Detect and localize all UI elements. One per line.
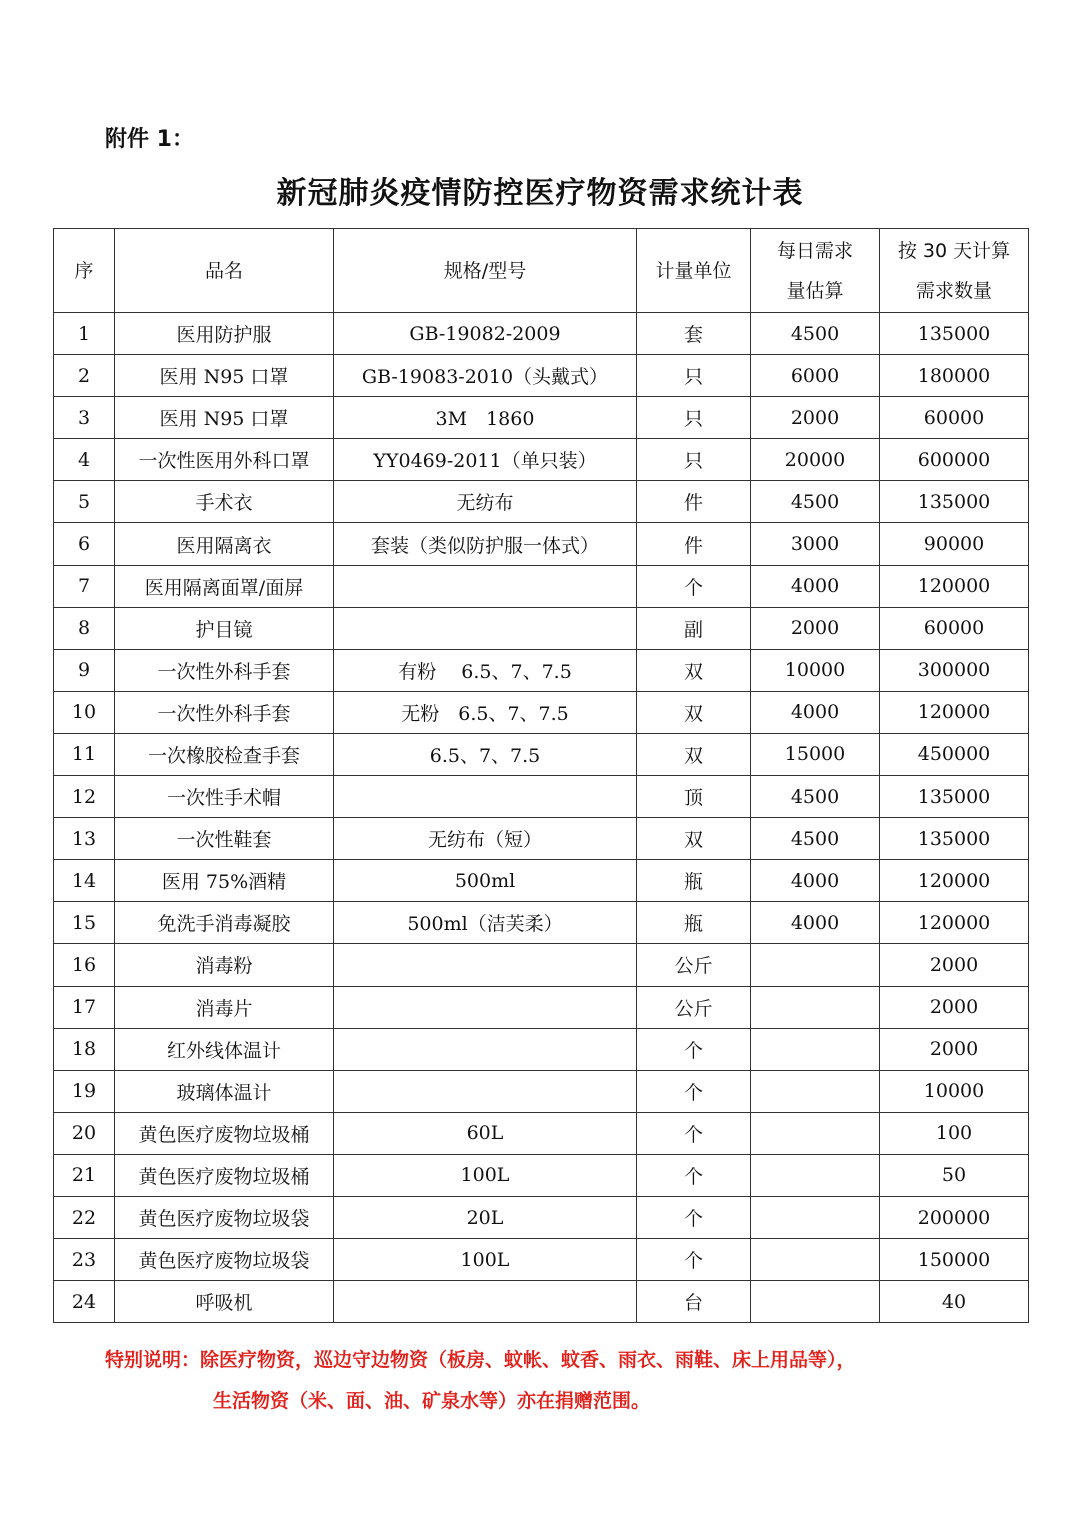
header-row	[54, 229, 1029, 313]
cell-daily-demand: 6000	[751, 355, 880, 397]
cell-daily-demand: 4500	[751, 776, 880, 818]
page-title: 新冠肺炎疫情防控医疗物资需求统计表	[276, 176, 804, 211]
cell-index: 22	[54, 1196, 115, 1238]
cell-spec-model	[334, 1281, 637, 1323]
cell-item-name: 黄色医疗废物垃圾袋	[115, 1196, 334, 1238]
cell-index: 5	[54, 481, 115, 523]
cell-thirty-day-demand: 120000	[880, 860, 1029, 902]
cell-spec-model: GB-19082-2009	[334, 313, 637, 355]
cell-spec-model: 100L	[334, 1154, 637, 1196]
cell-thirty-day-demand: 450000	[880, 733, 1029, 775]
cell-item-name: 黄色医疗废物垃圾桶	[115, 1154, 334, 1196]
cell-unit: 双	[637, 818, 751, 860]
cell-index: 24	[54, 1281, 115, 1323]
cell-daily-demand: 4000	[751, 860, 880, 902]
cell-spec-model: 有粉 6.5、7、7.5	[334, 649, 637, 691]
cell-thirty-day-demand: 135000	[880, 818, 1029, 860]
cell-spec-model: 100L	[334, 1239, 637, 1281]
cell-spec-model: 套装（类似防护服一体式）	[334, 523, 637, 565]
cell-index: 10	[54, 691, 115, 733]
cell-spec-model: 60L	[334, 1112, 637, 1154]
cell-daily-demand: 2000	[751, 397, 880, 439]
cell-unit: 件	[637, 523, 751, 565]
cell-index: 21	[54, 1154, 115, 1196]
table-row	[54, 986, 1029, 1028]
cell-unit: 个	[637, 1154, 751, 1196]
cell-unit: 瓶	[637, 902, 751, 944]
cell-daily-demand	[751, 1028, 880, 1070]
cell-unit: 个	[637, 1028, 751, 1070]
cell-daily-demand: 2000	[751, 607, 880, 649]
cell-thirty-day-demand: 60000	[880, 397, 1029, 439]
cell-spec-model	[334, 1070, 637, 1112]
header-index: 序	[54, 229, 115, 313]
table-row	[54, 1196, 1029, 1238]
cell-item-name: 玻璃体温计	[115, 1070, 334, 1112]
cell-unit: 只	[637, 355, 751, 397]
cell-item-name: 呼吸机	[115, 1281, 334, 1323]
cell-thirty-day-demand: 40	[880, 1281, 1029, 1323]
cell-thirty-day-demand: 135000	[880, 481, 1029, 523]
cell-unit: 公斤	[637, 986, 751, 1028]
header-daily-demand: 每日需求 量估算	[751, 229, 880, 313]
cell-thirty-day-demand: 200000	[880, 1196, 1029, 1238]
cell-daily-demand	[751, 986, 880, 1028]
header-thirty-day-demand: 按 30 天计算 需求数量	[880, 229, 1029, 313]
cell-item-name: 医用 N95 口罩	[115, 355, 334, 397]
header-spec-model: 规格/型号	[334, 229, 637, 313]
header-unit: 计量单位	[637, 229, 751, 313]
cell-spec-model	[334, 776, 637, 818]
cell-index: 2	[54, 355, 115, 397]
cell-unit: 台	[637, 1281, 751, 1323]
cell-unit: 双	[637, 691, 751, 733]
cell-unit: 件	[637, 481, 751, 523]
cell-spec-model: 3M 1860	[334, 397, 637, 439]
cell-spec-model	[334, 565, 637, 607]
table-row	[54, 1070, 1029, 1112]
cell-index: 9	[54, 649, 115, 691]
table-row	[54, 397, 1029, 439]
cell-index: 14	[54, 860, 115, 902]
cell-thirty-day-demand: 100	[880, 1112, 1029, 1154]
cell-spec-model: GB-19083-2010（头戴式）	[334, 355, 637, 397]
cell-thirty-day-demand: 135000	[880, 776, 1029, 818]
cell-item-name: 一次性鞋套	[115, 818, 334, 860]
cell-daily-demand: 4500	[751, 481, 880, 523]
cell-thirty-day-demand: 2000	[880, 1028, 1029, 1070]
cell-spec-model: 500ml	[334, 860, 637, 902]
cell-daily-demand	[751, 1281, 880, 1323]
cell-index: 3	[54, 397, 115, 439]
cell-thirty-day-demand: 120000	[880, 565, 1029, 607]
demand-table	[53, 228, 1029, 1323]
cell-index: 11	[54, 733, 115, 775]
cell-daily-demand	[751, 944, 880, 986]
cell-spec-model: 无纺布（短）	[334, 818, 637, 860]
table-row	[54, 733, 1029, 775]
cell-item-name: 免洗手消毒凝胶	[115, 902, 334, 944]
table-row	[54, 1239, 1029, 1281]
cell-daily-demand	[751, 1239, 880, 1281]
cell-index: 23	[54, 1239, 115, 1281]
cell-spec-model: 无粉 6.5、7、7.5	[334, 691, 637, 733]
cell-item-name: 医用 N95 口罩	[115, 397, 334, 439]
table-row	[54, 607, 1029, 649]
cell-thirty-day-demand: 2000	[880, 944, 1029, 986]
table-row	[54, 1154, 1029, 1196]
cell-item-name: 一次性手术帽	[115, 776, 334, 818]
cell-thirty-day-demand: 120000	[880, 691, 1029, 733]
cell-spec-model: 无纺布	[334, 481, 637, 523]
cell-daily-demand	[751, 1070, 880, 1112]
cell-unit: 瓶	[637, 860, 751, 902]
cell-thirty-day-demand: 150000	[880, 1239, 1029, 1281]
table-row	[54, 902, 1029, 944]
cell-unit: 个	[637, 565, 751, 607]
table-row	[54, 439, 1029, 481]
cell-item-name: 消毒片	[115, 986, 334, 1028]
attachment-label: 附件 1：	[105, 127, 194, 152]
cell-spec-model	[334, 986, 637, 1028]
table-row	[54, 523, 1029, 565]
table-row	[54, 313, 1029, 355]
cell-index: 18	[54, 1028, 115, 1070]
table-row	[54, 776, 1029, 818]
cell-thirty-day-demand: 2000	[880, 986, 1029, 1028]
cell-index: 1	[54, 313, 115, 355]
cell-thirty-day-demand: 135000	[880, 313, 1029, 355]
table-row	[54, 649, 1029, 691]
cell-unit: 个	[637, 1070, 751, 1112]
table-row	[54, 1281, 1029, 1323]
cell-spec-model	[334, 607, 637, 649]
cell-spec-model	[334, 1028, 637, 1070]
table-row	[54, 565, 1029, 607]
cell-daily-demand	[751, 1112, 880, 1154]
cell-thirty-day-demand: 60000	[880, 607, 1029, 649]
cell-index: 13	[54, 818, 115, 860]
table-row	[54, 1112, 1029, 1154]
cell-item-name: 黄色医疗废物垃圾袋	[115, 1239, 334, 1281]
cell-daily-demand: 4500	[751, 313, 880, 355]
cell-item-name: 消毒粉	[115, 944, 334, 986]
cell-daily-demand: 3000	[751, 523, 880, 565]
cell-item-name: 一次性外科手套	[115, 691, 334, 733]
cell-thirty-day-demand: 300000	[880, 649, 1029, 691]
header-item-name: 品名	[115, 229, 334, 313]
cell-daily-demand: 15000	[751, 733, 880, 775]
special-note-line-2: 生活物资（米、面、油、矿泉水等）亦在捐赠范围。	[213, 1390, 651, 1412]
cell-index: 7	[54, 565, 115, 607]
cell-unit: 副	[637, 607, 751, 649]
cell-thirty-day-demand: 90000	[880, 523, 1029, 565]
cell-index: 20	[54, 1112, 115, 1154]
table-row	[54, 691, 1029, 733]
cell-item-name: 手术衣	[115, 481, 334, 523]
cell-thirty-day-demand: 10000	[880, 1070, 1029, 1112]
cell-item-name: 一次橡胶检查手套	[115, 733, 334, 775]
cell-index: 19	[54, 1070, 115, 1112]
cell-item-name: 黄色医疗废物垃圾桶	[115, 1112, 334, 1154]
cell-index: 12	[54, 776, 115, 818]
cell-index: 8	[54, 607, 115, 649]
cell-thirty-day-demand: 120000	[880, 902, 1029, 944]
cell-index: 6	[54, 523, 115, 565]
cell-item-name: 一次性外科手套	[115, 649, 334, 691]
cell-item-name: 医用 75%酒精	[115, 860, 334, 902]
cell-daily-demand	[751, 1196, 880, 1238]
cell-spec-model: YY0469-2011（单只装）	[334, 439, 637, 481]
cell-thirty-day-demand: 180000	[880, 355, 1029, 397]
cell-thirty-day-demand: 50	[880, 1154, 1029, 1196]
cell-unit: 顶	[637, 776, 751, 818]
cell-item-name: 医用防护服	[115, 313, 334, 355]
table-row	[54, 944, 1029, 986]
cell-unit: 只	[637, 397, 751, 439]
cell-unit: 公斤	[637, 944, 751, 986]
cell-daily-demand: 4000	[751, 691, 880, 733]
cell-spec-model: 500ml（洁芙柔）	[334, 902, 637, 944]
cell-item-name: 护目镜	[115, 607, 334, 649]
cell-thirty-day-demand: 600000	[880, 439, 1029, 481]
cell-item-name: 医用隔离面罩/面屏	[115, 565, 334, 607]
cell-index: 4	[54, 439, 115, 481]
cell-item-name: 一次性医用外科口罩	[115, 439, 334, 481]
cell-daily-demand: 4000	[751, 902, 880, 944]
cell-daily-demand	[751, 1154, 880, 1196]
cell-unit: 个	[637, 1239, 751, 1281]
cell-item-name: 医用隔离衣	[115, 523, 334, 565]
special-note-line-1: 特别说明：除医疗物资，巡边守边物资（板房、蚊帐、蚊香、雨衣、雨鞋、床上用品等），	[105, 1349, 856, 1371]
table-row	[54, 481, 1029, 523]
cell-unit: 个	[637, 1196, 751, 1238]
table-row	[54, 1028, 1029, 1070]
cell-spec-model: 6.5、7、7.5	[334, 733, 637, 775]
cell-unit: 套	[637, 313, 751, 355]
cell-index: 15	[54, 902, 115, 944]
cell-index: 16	[54, 944, 115, 986]
table-row	[54, 818, 1029, 860]
cell-unit: 只	[637, 439, 751, 481]
cell-daily-demand: 20000	[751, 439, 880, 481]
cell-daily-demand: 10000	[751, 649, 880, 691]
cell-unit: 双	[637, 733, 751, 775]
cell-daily-demand: 4000	[751, 565, 880, 607]
cell-daily-demand: 4500	[751, 818, 880, 860]
cell-unit: 个	[637, 1112, 751, 1154]
cell-spec-model: 20L	[334, 1196, 637, 1238]
cell-item-name: 红外线体温计	[115, 1028, 334, 1070]
cell-index: 17	[54, 986, 115, 1028]
cell-unit: 双	[637, 649, 751, 691]
cell-spec-model	[334, 944, 637, 986]
table-row	[54, 860, 1029, 902]
table-row	[54, 355, 1029, 397]
